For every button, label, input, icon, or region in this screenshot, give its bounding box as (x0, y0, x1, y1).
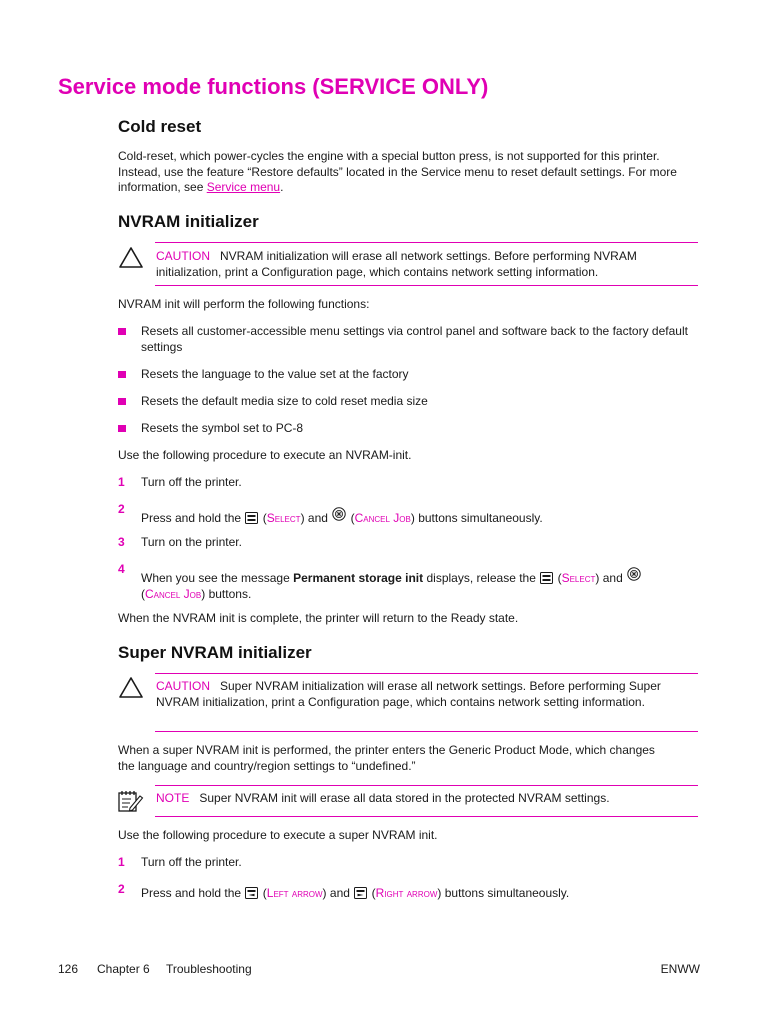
step-text-part: and (307, 511, 328, 525)
left-arrow-button-name: Left arrow (266, 886, 323, 900)
cold-reset-paragraph (118, 149, 698, 196)
cancel-job-button-name: Cancel Job (354, 511, 411, 525)
nvram-complete: When the NVRAM init is complete, the printer will return to the Ready state. (118, 611, 519, 625)
super-nvram-caution (156, 679, 678, 710)
super-nvram-note (156, 791, 698, 807)
select-button-icon (245, 512, 258, 524)
note-text: Super NVRAM init will erase all data stored in the protected NVRAM settings. (199, 791, 610, 805)
caution-top-rule (155, 242, 698, 243)
step-number: 1 (118, 855, 125, 869)
step-text-part: buttons. (208, 587, 252, 601)
note-bottom-rule (155, 816, 698, 817)
note-pad-icon (116, 788, 144, 814)
footer-chapter: Chapter 6 (97, 962, 150, 976)
step-number: 2 (118, 502, 125, 516)
caution-text: Super NVRAM initialization will erase all network settings. Before performing Super NVRAM initialization, print a Configuration page, which contains network setting information. (156, 679, 661, 709)
list-item: Resets the language to the value set at the factory (141, 367, 409, 381)
bullet-marker (118, 371, 126, 378)
warning-triangle-icon (118, 676, 144, 700)
step-text-part: and (602, 571, 623, 585)
message-text: Permanent storage init (293, 571, 424, 585)
step-text: Turn off the printer. (141, 855, 242, 869)
note-label: NOTE (156, 791, 190, 805)
step-text-part: Press and hold the (141, 886, 242, 900)
cancel-job-button-icon (332, 507, 346, 521)
caution-bottom-rule (155, 731, 698, 732)
step-text: Press and hold the (Left arrow) and (Right arrow) buttons simultaneously. (141, 886, 570, 900)
step-text-part: Press and hold the (141, 511, 242, 525)
generic-mode-paragraph: When a super NVRAM init is performed, the printer enters the Generic Product Mode, which changes the language and country/region settings to “undefined.” (118, 743, 655, 773)
step-text-part: displays, release the (426, 571, 536, 585)
list-item: Resets the symbol set to PC-8 (141, 421, 304, 435)
warning-triangle-icon (118, 246, 144, 270)
bullet-marker (118, 398, 126, 405)
right-arrow-button-icon (354, 887, 367, 899)
step-text-part: buttons simultaneously. (444, 886, 570, 900)
page-title: Service mode functions (SERVICE ONLY) (58, 74, 489, 99)
step-text: Turn on the printer. (141, 535, 242, 549)
bullet-marker (118, 425, 126, 432)
caution-bottom-rule (155, 285, 698, 286)
select-button-name: Select (266, 511, 301, 525)
footer-doc-code: ENWW (660, 962, 700, 976)
bullet-marker (118, 328, 126, 335)
nvram-procedure-intro: Use the following procedure to execute an NVRAM-init. (118, 448, 412, 462)
footer-section: Troubleshooting (166, 962, 252, 976)
step-text: Turn off the printer. (141, 475, 242, 489)
step-text: Press and hold the (Select) and (Cancel Job) buttons simultaneously. (141, 507, 701, 527)
caution-label: CAUTION (156, 249, 210, 263)
select-button-name: Select (561, 571, 596, 585)
step-number: 3 (118, 535, 125, 549)
step-text-part: buttons simultaneously. (418, 511, 543, 525)
left-arrow-button-icon (245, 887, 258, 899)
note-top-rule (155, 785, 698, 786)
cold-reset-heading: Cold reset (118, 117, 202, 136)
step-number: 4 (118, 562, 125, 576)
right-arrow-button-name: Right arrow (375, 886, 438, 900)
nvram-heading: NVRAM initializer (118, 212, 259, 231)
cancel-job-button-name: Cancel Job (145, 587, 202, 601)
nvram-intro: NVRAM init will perform the following functions: (118, 297, 370, 311)
cancel-job-button-icon (627, 567, 641, 581)
step-number: 2 (118, 882, 125, 896)
cold-reset-text: Cold-reset, which power-cycles the engine with a special button press, is not supported for this printer. Instead, use the feature “Restore defaults” located in the Service menu to reset default settings. For more information, see (118, 149, 677, 194)
select-button-icon (540, 572, 553, 584)
step-text-part: and (329, 886, 350, 900)
service-menu-link[interactable]: Service menu (206, 180, 281, 194)
cold-reset-text-end: . (280, 180, 284, 194)
super-nvram-heading: Super NVRAM initializer (118, 643, 312, 662)
super-nvram-procedure-intro: Use the following procedure to execute a super NVRAM init. (118, 828, 438, 842)
step-text-part: When you see the message (141, 571, 290, 585)
page-number: 126 (58, 962, 79, 976)
step-number: 1 (118, 475, 125, 489)
caution-top-rule (155, 673, 698, 674)
caution-label: CAUTION (156, 679, 210, 693)
list-item: Resets all customer-accessible menu settings via control panel and software back to the factory default settings (141, 324, 688, 354)
nvram-caution (156, 249, 698, 280)
step-text: When you see the message Permanent storage init displays, release the (Select) and (Cancel Job) buttons. (141, 567, 701, 602)
caution-text: NVRAM initialization will erase all network settings. Before performing NVRAM initialization, print a Configuration page, which contains network setting information. (156, 249, 637, 279)
list-item: Resets the default media size to cold reset media size (141, 394, 428, 408)
